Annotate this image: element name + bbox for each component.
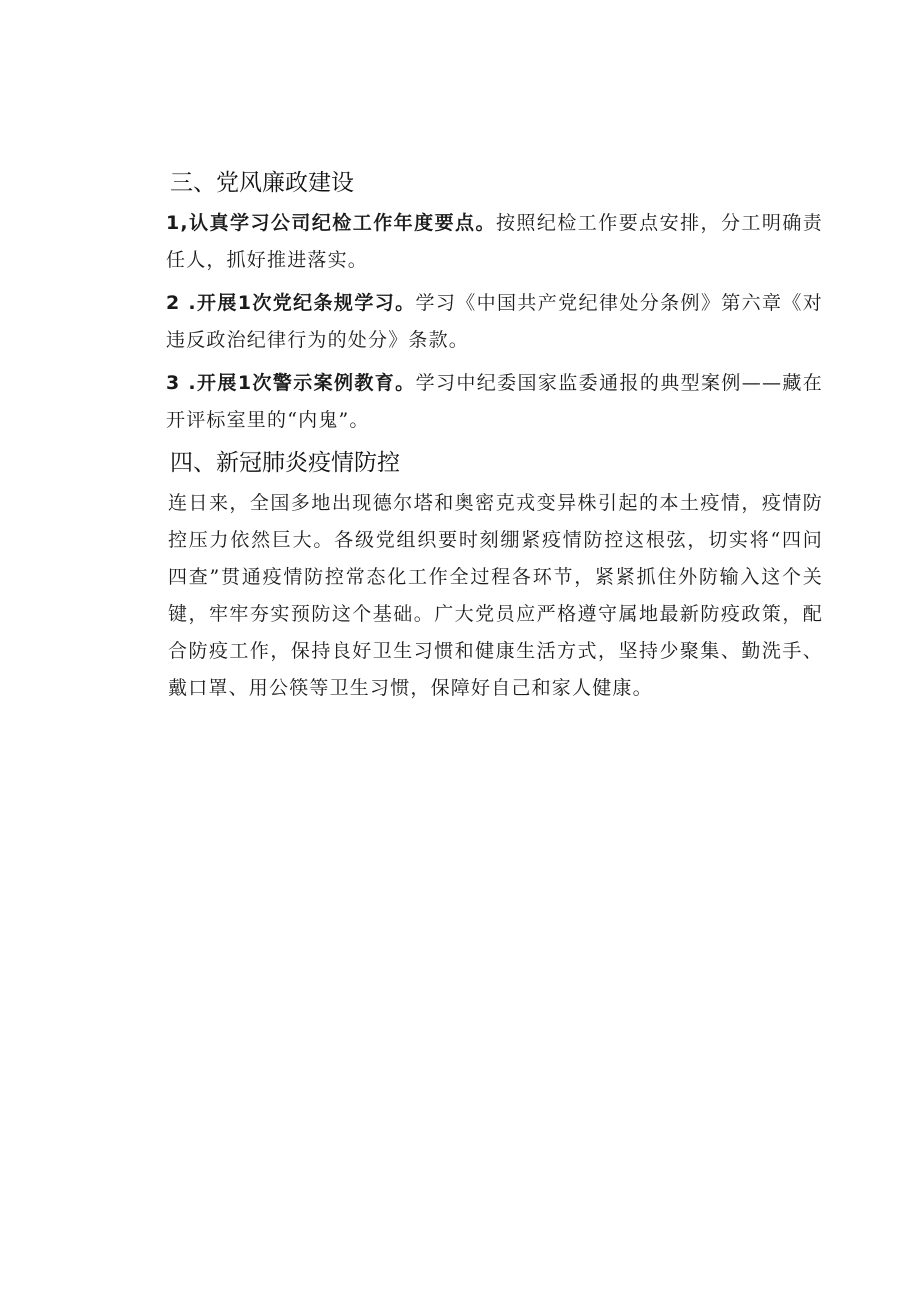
- document-content: [168, 165, 823, 713]
- list-item: [166, 205, 823, 279]
- section-heading-party-conduct: 三、党风廉政建设: [170, 170, 354, 196]
- section-heading-epidemic-control: 四、新冠肺炎疫情防控: [170, 450, 400, 476]
- list-item: [166, 285, 823, 359]
- item-text: 学习中纪委国家监委通报的典型案例——藏在开评标室里的“内鬼”。: [166, 372, 823, 431]
- item-text: 学习《中国共产党纪律处分条例》第六章《对违反政治纪律行为的处分》条款。: [166, 292, 823, 351]
- list-item: [166, 365, 823, 439]
- item-lead: 3 .开展1次警示案例教育。: [166, 372, 416, 394]
- item-lead: 1,认真学习公司纪检工作年度要点。: [166, 212, 496, 234]
- item-lead: 2 .开展1次党纪条规学习。: [166, 292, 416, 314]
- item-text: 按照纪检工作要点安排，分工明确责任人，抓好推进落实。: [166, 212, 824, 271]
- body-paragraph: 连日来，全国多地出现德尔塔和奥密克戎变异株引起的本土疫情，疫情防控压力依然巨大。各级党组织要时刻绷紧疫情防控这根弦，切实将“四问四查”贯通疫情防控常态化工作全过程各环节，紧紧抓住外防输入这个关键，牢牢夯实预防这个基础。广大党员应严格遵守属地最新防疫政策，配合防疫工作，保持良好卫生习惯和健康生活方式，坚持少聚集、勤洗手、戴口罩、用公筷等卫生习惯，保障好自己和家人健康。: [168, 492, 823, 699]
